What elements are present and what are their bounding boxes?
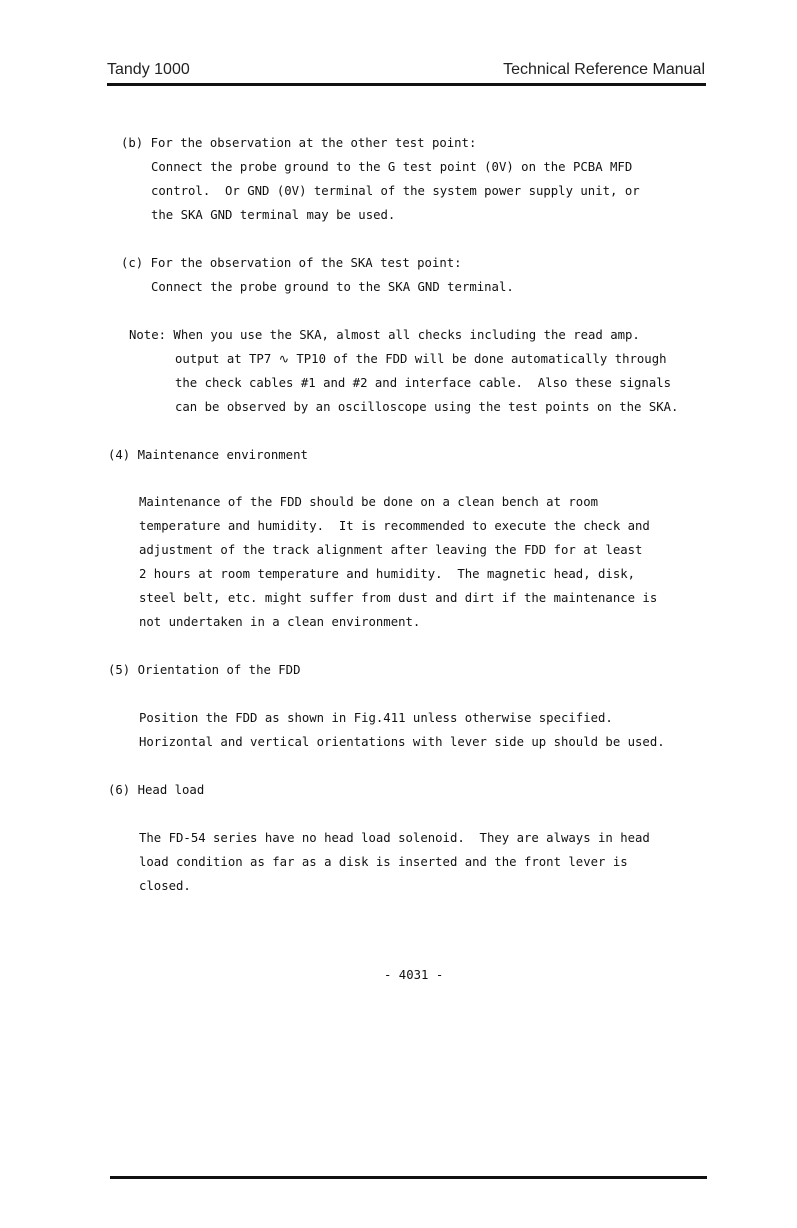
header-title-right: Technical Reference Manual [503,61,705,78]
section-6-heading: (6) Head load [108,783,205,797]
section-4-heading: (4) Maintenance environment [108,448,308,462]
footer-rule [110,1176,707,1179]
section-5-line: Position the FDD as shown in Fig.411 unless otherwise specified. [139,711,613,725]
item-c-heading: (c) For the observation of the SKA test point: [121,256,462,270]
note-line: Note: When you use the SKA, almost all checks including the read amp. [129,328,640,342]
note-line: output at TP7 ∿ TP10 of the FDD will be done automatically through [175,352,667,366]
section-6-line: load condition as far as a disk is inserted and the front lever is [139,855,628,869]
section-4-line: steel belt, etc. might suffer from dust and dirt if the maintenance is [139,591,658,605]
item-c-line: Connect the probe ground to the SKA GND terminal. [151,280,514,294]
page-number: - 4031 - [384,968,444,982]
item-b-line: the SKA GND terminal may be used. [151,208,396,222]
section-6-line: closed. [139,879,191,893]
section-4-line: temperature and humidity. It is recommended to execute the check and [139,519,650,533]
item-b-line: Connect the probe ground to the G test point (0V) on the PCBA MFD [151,160,633,174]
note-line: the check cables #1 and #2 and interface cable. Also these signals [175,376,672,390]
section-4-line: adjustment of the track alignment after leaving the FDD for at least [139,543,643,557]
section-4-line: Maintenance of the FDD should be done on a clean bench at room [139,495,599,509]
note-line: can be observed by an oscilloscope using the test points on the SKA. [175,400,679,414]
item-b-heading: (b) For the observation at the other test point: [121,136,477,150]
section-4-line: not undertaken in a clean environment. [139,615,421,629]
item-b-line: control. Or GND (0V) terminal of the system power supply unit, or [151,184,640,198]
section-4-line: 2 hours at room temperature and humidity. The magnetic head, disk, [139,567,636,581]
header-title-left: Tandy 1000 [107,61,190,78]
section-5-line: Horizontal and vertical orientations with lever side up should be used. [139,735,665,749]
section-5-heading: (5) Orientation of the FDD [108,663,301,677]
section-6-line: The FD-54 series have no head load solenoid. They are always in head [139,831,650,845]
header-rule [107,83,706,86]
